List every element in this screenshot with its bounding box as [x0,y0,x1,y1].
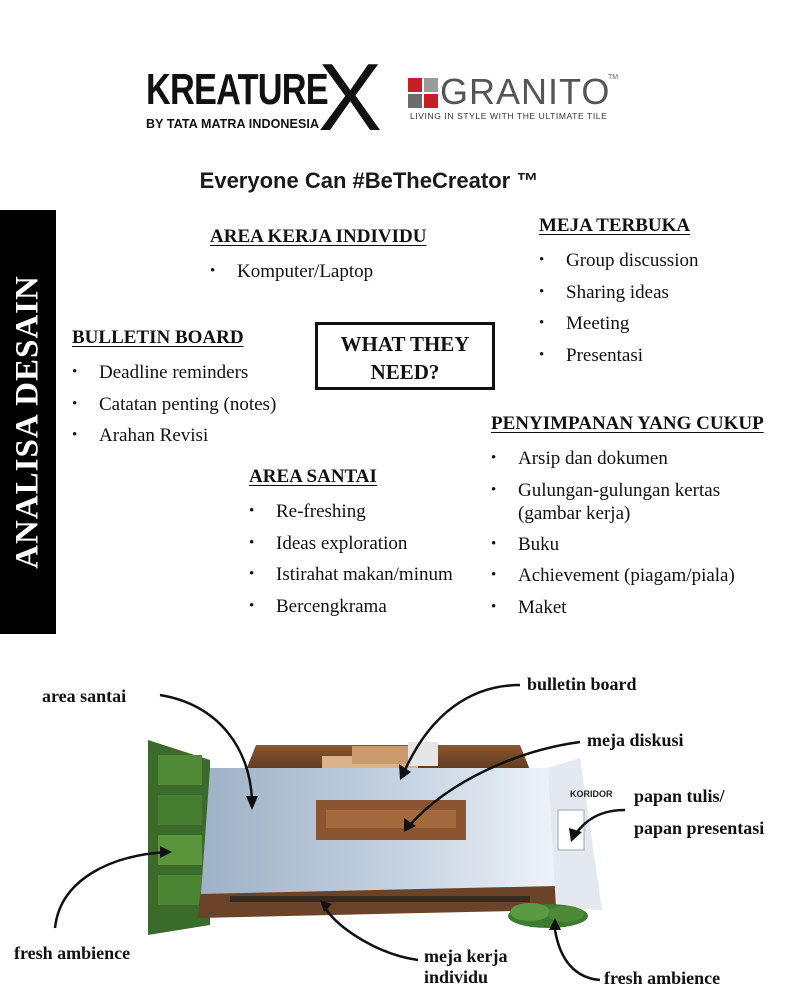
side-banner-text: ANALISA DESAIN [9,275,46,569]
granito-logo-icon [408,78,438,108]
storage-shelves [246,742,530,770]
list-item: • Gulungan-gulungan kertas (gambar kerja) [491,475,758,529]
label-meja-diskusi: meja diskusi [587,730,684,750]
list-item: • Maket [491,592,801,624]
list-item: • Komputer/Laptop [210,256,426,288]
arrow-fresh-right [555,930,600,980]
list-item: • Sharing ideas [539,277,698,309]
section-title: AREA SANTAI [249,466,377,487]
collab-x-mark: X [318,44,383,151]
section-area-santai [249,466,453,622]
list-item: • Catatan penting (notes) [72,389,276,421]
list-item: • Deadline reminders [72,357,276,389]
kreature-logo-subtitle: BY TATA MATRA INDONESIA [146,117,320,131]
label-bulletin-board: bulletin board [527,674,637,694]
section-title: BULLETIN BOARD [72,327,244,348]
list-item: • Group discussion [539,245,698,277]
list-item: • Buku [491,529,801,561]
granito-trademark: TM [608,74,619,81]
list-item: • Arsip dan dokumen [491,443,801,475]
label-fresh-ambience-left: fresh ambience [14,943,131,963]
list-item: • Meeting [539,308,698,340]
list-item: • Re-freshing [249,496,453,528]
presentation-wall [548,758,613,910]
list-item: • Arahan Revisi [72,420,276,452]
tagline: Everyone Can #BeTheCreator ™ [199,168,539,193]
section-title: PENYIMPANAN YANG CUKUP [491,413,764,434]
box-line-2: NEED? [370,360,440,384]
label-meja-kerja: meja kerja [424,946,508,966]
section-title: AREA KERJA INDIVIDU [210,226,427,247]
list-item: • Ideas exploration [249,528,453,560]
section-area-kerja [210,226,426,288]
box-line-1: WHAT THEY [340,332,470,356]
bullet-list [249,496,453,622]
label-fresh-ambience-right: fresh ambience [604,968,721,988]
discussion-table [316,800,466,840]
label-area-santai: area santai [42,686,127,706]
label-papan-tulis: papan tulis/ [634,786,725,806]
granito-logo: GRANITO [440,71,611,112]
list-item: • Achievement (piagam/piala) [491,560,801,592]
bullet-list [491,443,801,623]
what-they-need-box [315,322,495,390]
side-banner [0,210,56,634]
label-individu: individu [424,967,489,987]
list-item: • Bercengkrama [249,591,453,623]
wall-sign: KORIDOR [570,789,613,799]
bullet-list [72,357,276,452]
bullet-list [539,245,698,371]
list-item: • Istirahat makan/minum [249,559,453,591]
section-penyimpanan [491,413,801,623]
granito-logo-subtitle: LIVING IN STYLE WITH THE ULTIMATE TILE [410,111,608,121]
label-papan-presentasi: papan presentasi [634,818,765,838]
section-meja-terbuka [539,215,698,371]
bullet-list [210,256,426,288]
arrow-meja-kerja [325,908,418,960]
section-title: MEJA TERBUKA [539,215,691,236]
list-item: • Presentasi [539,340,698,372]
kreature-logo: KREATURE [146,65,328,114]
section-bulletin-board [72,327,276,452]
